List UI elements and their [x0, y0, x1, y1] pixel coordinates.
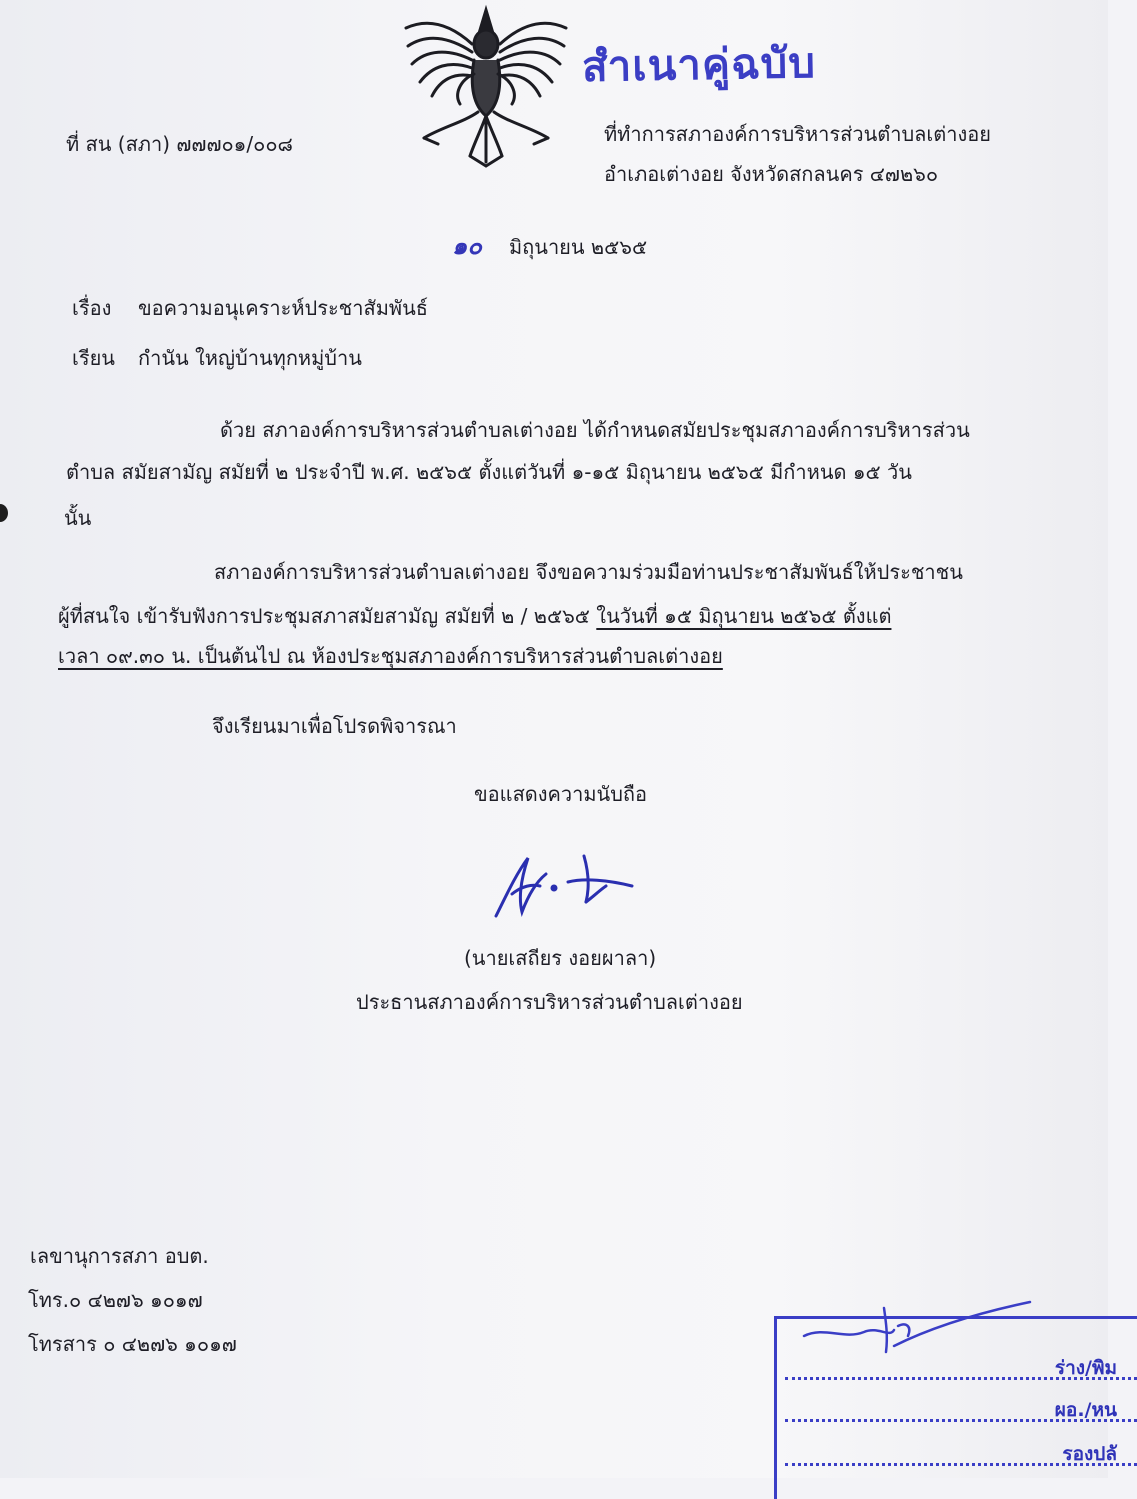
- office-address-line2: อำเภอเต่างอย จังหวัดสกลนคร ๔๗๒๖๐: [604, 162, 939, 186]
- approval-row-deputy: [785, 1433, 1137, 1466]
- paragraph2-line1: สภาองค์การบริหารส่วนตำบลเต่างอย จึงขอความร่วมมือท่านประชาสัมพันธ์ให้ประชาชน: [214, 560, 963, 584]
- signatory-position: ประธานสภาองค์การบริหารส่วนตำบลเต่างอย: [356, 990, 743, 1014]
- approval-row-deputy-label: รองปลั: [1062, 1443, 1117, 1465]
- to-text: กำนัน ใหญ่บ้านทุกหมู่บ้าน: [138, 346, 362, 370]
- approval-row-director: [785, 1389, 1137, 1422]
- closing-request: จึงเรียนมาเพื่อโปรดพิจารณา: [212, 714, 457, 738]
- paragraph1-line1: ด้วย สภาองค์การบริหารส่วนตำบลเต่างอย ได้กำหนดสมัยประชุมสภาองค์การบริหารส่วน: [220, 418, 970, 442]
- paragraph1-line3: นั้น: [64, 506, 92, 530]
- subject-text: ขอความอนุเคราะห์ประชาสัมพันธ์: [138, 296, 428, 320]
- approval-initials-image: [794, 1296, 1034, 1362]
- footer-department: เลขานุการสภา อบต.: [30, 1244, 209, 1268]
- signature-image: [488, 846, 638, 924]
- approval-row-director-label: ผอ./หน: [1054, 1399, 1117, 1421]
- meeting-time-place-underlined: เวลา ๐๙.๓๐ น. เป็นต้นไป ณ ห้องประชุมสภาองค์การบริหารส่วนตำบลเต่างอย: [58, 644, 723, 668]
- meeting-date-underlined: ในวันที่ ๑๕ มิถุนายน ๒๕๖๕ ตั้งแต่: [596, 604, 892, 628]
- subject-label: เรื่อง: [72, 296, 112, 320]
- office-address-line1: ที่ทำการสภาองค์การบริหารส่วนตำบลเต่างอย: [604, 122, 991, 146]
- paragraph2-line2-plain: ผู้ที่สนใจ เข้ารับฟังการประชุมสภาสมัยสามัญ สมัยที่ ๒ / ๒๕๖๕: [58, 604, 597, 628]
- to-label: เรียน: [72, 346, 115, 370]
- approval-row-draft-label: ร่าง/พิม: [1054, 1357, 1117, 1379]
- garuda-emblem-icon: [400, 4, 572, 172]
- punch-hole: [0, 504, 8, 522]
- footer-fax: โทรสาร ๐ ๔๒๗๖ ๑๐๑๗: [28, 1332, 237, 1356]
- footer-telephone: โทร.๐ ๔๒๗๖ ๑๐๑๗: [28, 1288, 203, 1312]
- reference-number: ที่ สน (สภา) ๗๗๗๐๑/๐๐๘: [66, 132, 293, 156]
- date-day: ๑๐: [452, 232, 482, 260]
- copy-stamp: สำเนาคู่ฉบับ: [581, 37, 817, 92]
- paragraph1-line2: ตำบล สมัยสามัญ สมัยที่ ๒ ประจำปี พ.ศ. ๒๕๖๕ ตั้งแต่วันที่ ๑-๑๕ มิถุนายน ๒๕๖๕ มีกำหนด ๑๕ วัน: [66, 460, 912, 484]
- letter-date: [452, 226, 647, 265]
- regards-text: ขอแสดงความนับถือ: [474, 782, 648, 806]
- paragraph2-line2: [58, 600, 891, 632]
- date-month-year: มิถุนายน ๒๕๖๕: [508, 235, 648, 259]
- signatory-name: (นายเสถียร งอยผาลา): [464, 946, 657, 970]
